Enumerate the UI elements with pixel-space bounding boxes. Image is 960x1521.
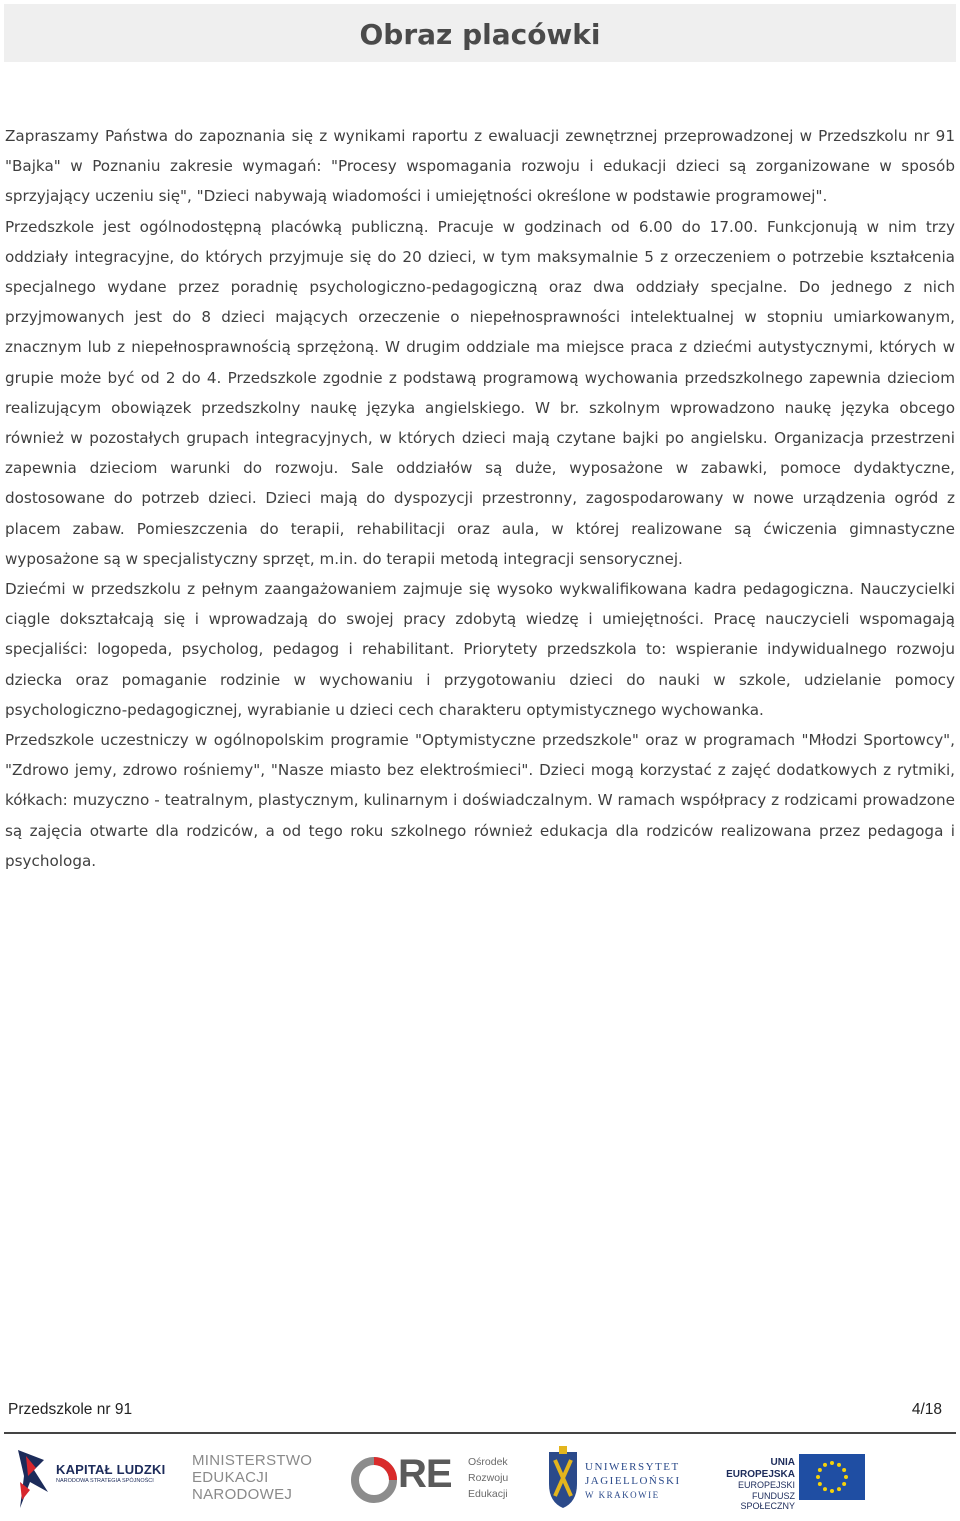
- uj-line-3: W KRAKOWIE: [585, 1490, 660, 1500]
- eu-line-1: UNIA EUROPEJSKA: [726, 1457, 795, 1480]
- paragraph-intro: Zapraszamy Państwa do zapoznania się z wynikami raportu z ewaluacji zewnętrznej przeprowadzonej w Przedszkolu nr 91 "Bajka" w Poznaniu zakresie wymagań: "Procesy wspomagania rozwoju i edukacji dzieci są zorganizowane w sposób sprzyjający uczeniu się", "Dzieci nabywają wiadomości i umiejętności określone w podstawie programowej".: [5, 127, 955, 206]
- eu-logo: [705, 1440, 865, 1516]
- ore-line-3: Edukacji: [468, 1488, 508, 1500]
- footer-school-name: Przedszkole nr 91: [8, 1401, 133, 1418]
- uj-line-1: UNIWERSYTET: [585, 1461, 680, 1473]
- paragraph-staff: Dziećmi w przedszkolu z pełnym zaangażowaniem zajmuje się wysoko wykwalifikowana kadra pedagogiczna. Nauczycielki ciągle dokształcają się i wprowadzają do swojej pracy zdobytą wiedzę i umiejętności. Pracę nauczycieli wspomagają specjaliści: logopeda, psycholog, pedagog i rehabilitant. Priorytety przedszkola to: wspieranie indywidualnego rozwoju dziecka oraz pomaganie rodzinie w wychowaniu i przygotowaniu dzieci do nauki w szkole, udzielanie pomocy psychologiczno-pedagogicznej, wyrabianie u dzieci cech charakteru optymistycznego wychowanka.: [5, 580, 955, 719]
- eu-star: [844, 1475, 848, 1479]
- kapital-ludzki-subtitle: NARODOWA STRATEGIA SPÓJNOŚCI: [56, 1478, 154, 1484]
- paragraph-programs: Przedszkole uczestniczy w ogólnopolskim programie "Optymistyczne przedszkole" oraz w programach "Młodzi Sportowcy", "Zdrowo jemy, zdrowo rośniemy", "Nasze miasto bez elektrośmieci". Dzieci mogą korzystać z zajęć dodatkowych z rytmiki, kółkach: muzyczno - teatralnym, plastycznym, kulinarnym i doświadczalnym. W ramach współpracy z rodzicami prowadzone są zajęcia otwarte dla rodziców, a od tego roku szkolnego również edukacja dla rodziców realizowana przez pedagoga i psychologa.: [5, 731, 955, 870]
- ore-subtitle: [468, 1454, 508, 1502]
- uj-name: [585, 1460, 681, 1502]
- title-bar: [4, 4, 956, 62]
- ore-line-1: Ośrodek: [468, 1456, 508, 1468]
- eu-star: [837, 1487, 841, 1491]
- uj-line-2: JAGIELLOŃSKI: [585, 1475, 681, 1487]
- men-line-2: EDUKACJI: [192, 1469, 269, 1486]
- eu-star: [837, 1463, 841, 1467]
- ore-line-2: Rozwoju: [468, 1472, 509, 1484]
- ministerstwo-logo: [192, 1440, 312, 1516]
- eu-name: [707, 1457, 795, 1512]
- eu-star: [823, 1463, 827, 1467]
- paragraph-facility: Przedszkole jest ogólnodostępną placówką publiczną. Pracuje w godzinach od 6.00 do 17.00. Funkcjonują w nim trzy oddziały integracyjne, do których przyjmuje się do 20 dzieci, w tym maksymalnie 5 z orzeczeniem o potrzebie kształcenia specjalnego wydane przez poradnię psychologiczno-pedagogiczną oraz dwa oddziały specjalne. Do jednego z nich przyjmowanych jest do 8 dzieci mających orzeczenie o niepełnosprawności intelektualnej w stopniu umiarkowanym, znacznym lub z niepełnosprawnością sprzężoną. W drugim oddziale ma miejsce praca z dziećmi autystycznymi, których w grupie może być od 2 do 4. Przedszkole zgodnie z podstawą programową wychowania przedszkolnego zapewnia dzieciom realizującym obowiązek przedszkolny naukę języka angielskiego. W br. szkolnym wprowadzono naukę języka obcego również w pozostałych grupach integracyjnych, w których dzieci mają czytane bajki po angielsku. Organizacja przestrzeni zapewnia dzieciom warunki do rozwoju. Sale oddziałów są duże, wyposażone w zabawki, pomoce dydaktyczne, dostosowane do potrzeb dzieci. Dzieci mają do dyspozycji przestronny, zagospodarowany w nowe urządzenia ogród z placem zabaw. Pomieszczenia do terapii, rehabilitacji oraz aula, w której realizowane są ćwiczenia gimnastyczne wyposażone są w specjalistyczny sprzęt, m.in. do terapii metodą integracji sensorycznej.: [5, 217, 955, 568]
- page-footer: [8, 1401, 942, 1421]
- page-number: 4/18: [911, 1401, 942, 1418]
- men-line-3: NARODOWEJ: [192, 1486, 293, 1503]
- eu-star: [818, 1468, 822, 1472]
- footer-divider: [4, 1432, 956, 1434]
- eu-star: [818, 1482, 822, 1486]
- eu-star: [830, 1461, 834, 1465]
- eu-star: [842, 1468, 846, 1472]
- kapital-ludzki-star-icon: [14, 1446, 54, 1512]
- kapital-ludzki-logo: [14, 1440, 174, 1516]
- eu-star: [823, 1487, 827, 1491]
- eu-star: [816, 1475, 820, 1479]
- eu-star: [842, 1482, 846, 1486]
- ore-logo: [350, 1440, 525, 1516]
- ore-wordmark: RE: [398, 1452, 452, 1496]
- eu-flag-icon: [799, 1454, 865, 1500]
- content: [5, 121, 955, 876]
- uj-logo: [545, 1440, 680, 1516]
- logo-strip: [0, 1440, 960, 1516]
- page-title: Obraz placówki: [359, 18, 601, 51]
- kapital-ludzki-title: KAPITAŁ LUDZKI: [56, 1462, 166, 1477]
- ore-ring-icon: [350, 1450, 398, 1510]
- uj-crest-icon: [545, 1446, 581, 1510]
- men-line-1: MINISTERSTWO: [192, 1452, 313, 1469]
- eu-line-2: EUROPEJSKI: [737, 1480, 795, 1490]
- eu-line-3: FUNDUSZ SPOŁECZNY: [740, 1490, 795, 1511]
- eu-star: [830, 1489, 834, 1493]
